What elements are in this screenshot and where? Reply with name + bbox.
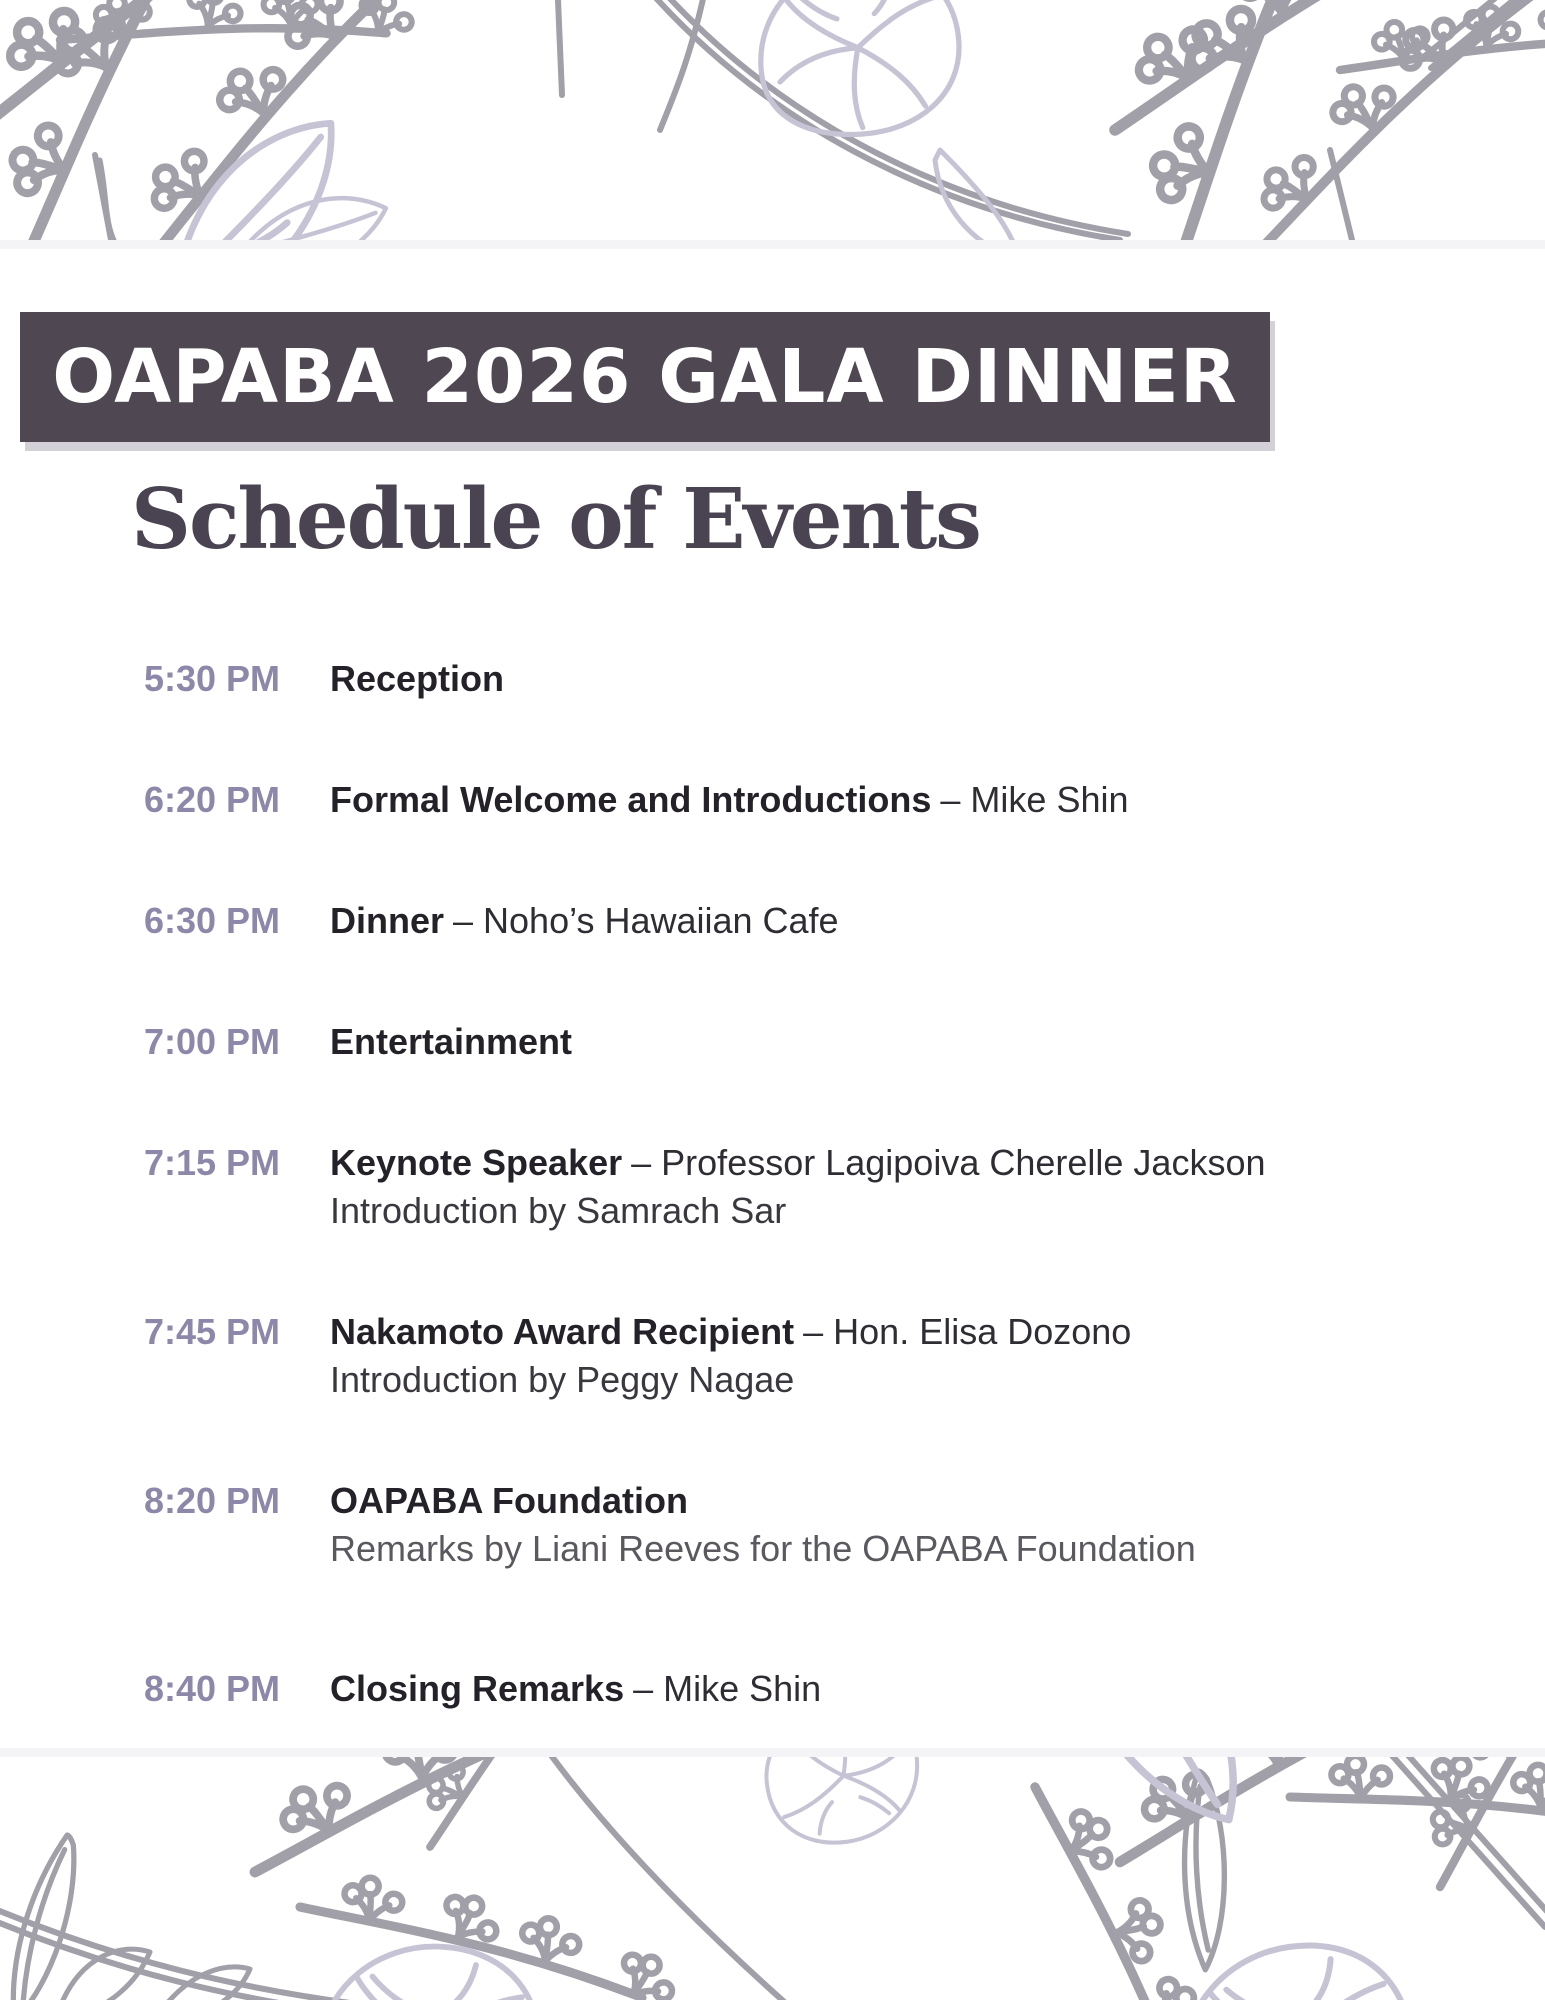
schedule-time: 6:20 PM (143, 779, 280, 820)
schedule-description (330, 655, 1450, 703)
floral-decoration-bottom (0, 1757, 1545, 2000)
schedule-item (120, 1308, 1450, 1404)
event-title: Dinner (330, 900, 445, 941)
title-banner (20, 312, 1270, 442)
event-detail: – Mike Shin (633, 1668, 822, 1709)
schedule-description (330, 897, 1450, 945)
band-divider (0, 1748, 1545, 1757)
schedule-time: 5:30 PM (143, 658, 280, 699)
event-title: Keynote Speaker (330, 1142, 623, 1183)
stem-icon (558, 0, 1128, 240)
event-subline: Introduction by Peggy Nagae (330, 1359, 795, 1400)
event-title: Entertainment (330, 1021, 573, 1062)
event-subline: Remarks by Liani Reeves for the OAPABA Foundation (330, 1528, 1196, 1569)
schedule-time: 7:15 PM (143, 1142, 280, 1183)
schedule-description (330, 1665, 1450, 1713)
floral-decoration-top (0, 0, 1545, 240)
schedule-item (120, 1139, 1450, 1235)
event-subline: Introduction by Samrach Sar (330, 1190, 787, 1231)
event-detail: – Professor Lagipoiva Cherelle Jackson (631, 1142, 1266, 1183)
schedule-description (330, 1477, 1450, 1573)
schedule-description (330, 1308, 1450, 1404)
schedule-description (330, 1018, 1450, 1066)
event-title: OAPABA Foundation (330, 1480, 688, 1521)
page-title: Schedule of Events (131, 470, 980, 568)
schedule-time: 7:45 PM (143, 1311, 280, 1352)
schedule-time: 6:30 PM (143, 900, 280, 941)
event-title: Reception (330, 658, 505, 699)
schedule-list (120, 655, 1450, 1786)
morning-glory-flower-icon (319, 1757, 1425, 2000)
schedule-description (330, 1139, 1450, 1235)
schedule-time: 8:40 PM (143, 1668, 280, 1709)
event-title: Nakamoto Award Recipient (330, 1311, 795, 1352)
band-divider (0, 240, 1545, 249)
event-title: Formal Welcome and Introductions (330, 779, 932, 820)
schedule-description (330, 776, 1450, 824)
schedule-item (120, 1018, 1450, 1066)
schedule-item (120, 776, 1450, 824)
schedule-item (120, 655, 1450, 703)
sprig-branch-icon (224, 1757, 1545, 2000)
schedule-time: 7:00 PM (143, 1021, 280, 1062)
event-detail: – Mike Shin (940, 779, 1129, 820)
banner-title: OAPABA 2026 GALA DINNER (52, 334, 1238, 420)
schedule-item (120, 1477, 1450, 1573)
event-title: Closing Remarks (330, 1668, 625, 1709)
event-detail: – Hon. Elisa Dozono (803, 1311, 1132, 1352)
event-detail: – Noho’s Hawaiian Cafe (453, 900, 839, 941)
schedule-item (120, 897, 1450, 945)
schedule-item (120, 1665, 1450, 1713)
sprig-branch-icon (0, 0, 1545, 240)
schedule-time: 8:20 PM (143, 1480, 280, 1521)
